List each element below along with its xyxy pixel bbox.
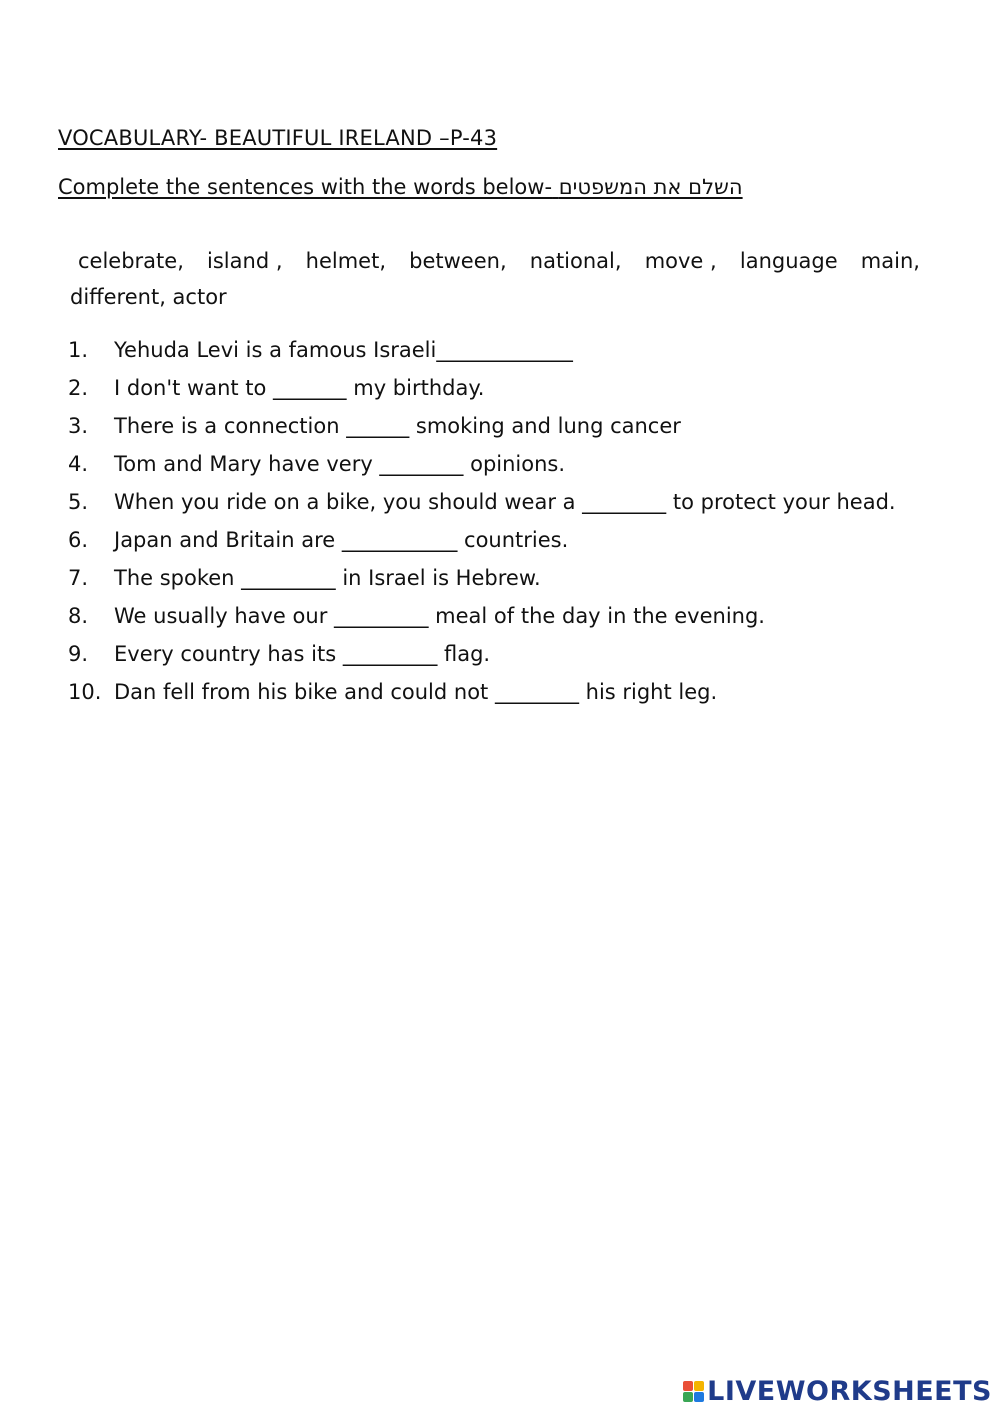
word-bank-word: language: [739, 249, 838, 273]
question-text[interactable]: The spoken _________ in Israel is Hebrew.: [114, 566, 541, 590]
question-text[interactable]: Japan and Britain are ___________ countries.: [114, 528, 569, 552]
question-number: 2.: [68, 376, 89, 400]
question-item: [68, 599, 968, 637]
instruction-line: [58, 175, 743, 199]
word-bank-line-2: different, actor: [70, 285, 227, 309]
liveworksheets-logo-icon: [683, 1381, 704, 1402]
question-text[interactable]: Dan fell from his bike and could not ________ his right leg.: [114, 680, 718, 704]
word-bank-word: celebrate,: [78, 249, 184, 273]
question-item: [68, 675, 968, 713]
question-text[interactable]: When you ride on a bike, you should wear a ________ to protect your head.: [114, 490, 896, 514]
word-bank-word: national,: [529, 249, 622, 273]
instruction-hebrew: השלם את המשפטים: [558, 175, 743, 199]
question-item: [68, 523, 968, 561]
question-list: [68, 333, 968, 713]
question-number: 10.: [68, 680, 102, 704]
question-item: [68, 485, 968, 523]
liveworksheets-brand-text: LIVEWORKSHEETS: [707, 1376, 992, 1407]
question-item: [68, 637, 968, 675]
word-bank-word: helmet,: [305, 249, 386, 273]
question-text[interactable]: Tom and Mary have very ________ opinions.: [114, 452, 566, 476]
worksheet-title: VOCABULARY- BEAUTIFUL IRELAND –P-43: [58, 126, 498, 150]
question-text[interactable]: We usually have our _________ meal of the day in the evening.: [114, 604, 765, 628]
question-number: 9.: [68, 642, 89, 666]
word-bank-line-1: [70, 243, 920, 279]
question-text[interactable]: Yehuda Levi is a famous Israeli_____________: [114, 338, 573, 362]
question-text[interactable]: There is a connection ______ smoking and lung cancer: [114, 414, 681, 438]
word-bank-word: move ,: [644, 249, 717, 273]
question-number: 4.: [68, 452, 89, 476]
question-text[interactable]: Every country has its _________ flag.: [114, 642, 491, 666]
liveworksheets-logo[interactable]: [683, 1376, 992, 1407]
word-bank-word: between,: [409, 249, 507, 273]
logo-square: [683, 1381, 693, 1391]
question-item: [68, 447, 968, 485]
word-bank: [70, 243, 920, 315]
logo-square: [694, 1381, 704, 1391]
question-item: [68, 371, 968, 409]
logo-square: [683, 1392, 693, 1402]
instruction-english: Complete the sentences with the words below-: [58, 175, 553, 199]
question-number: 6.: [68, 528, 89, 552]
question-number: 1.: [68, 338, 89, 362]
question-number: 7.: [68, 566, 89, 590]
question-number: 5.: [68, 490, 89, 514]
question-item: [68, 409, 968, 447]
question-text[interactable]: I don't want to _______ my birthday.: [114, 376, 485, 400]
question-item: [68, 333, 968, 371]
question-number: 8.: [68, 604, 89, 628]
question-number: 3.: [68, 414, 89, 438]
word-bank-word: island ,: [207, 249, 283, 273]
question-item: [68, 561, 968, 599]
logo-square: [694, 1392, 704, 1402]
word-bank-word: main,: [860, 249, 920, 273]
